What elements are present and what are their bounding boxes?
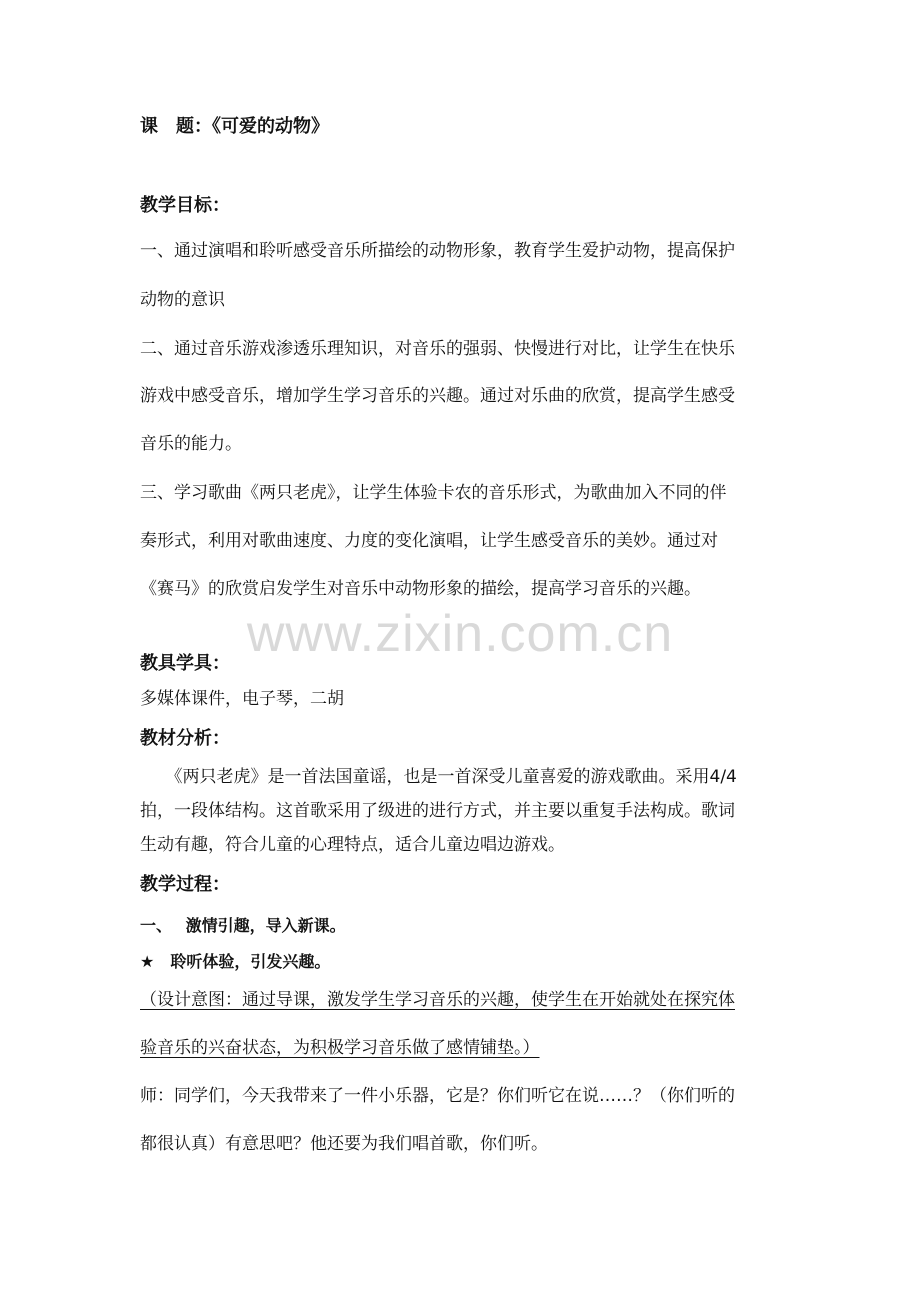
- objectives-line: 音乐的能力。: [140, 434, 242, 454]
- analysis-line: 生动有趣，符合儿童的心理特点，适合儿童边唱边游戏。: [140, 835, 565, 855]
- design-intent-line: 验音乐的兴奋状态，为积极学习音乐做了感情铺垫。）: [140, 1038, 540, 1058]
- design-intent-line: （设计意图：通过导课，激发学生学习音乐的兴趣，使学生在开始就处在探究体: [140, 990, 735, 1010]
- objectives-line: 二、通过音乐游戏渗透乐理知识，对音乐的强弱、快慢进行对比，让学生在快乐: [140, 339, 735, 359]
- lesson-title: 课 题：《可爱的动物》: [140, 116, 329, 137]
- teacher-line: 师：同学们，今天我带来了一件小乐器，它是？你们听它在说……？（你们听的: [140, 1086, 735, 1106]
- objectives-line: 动物的意识: [140, 290, 225, 310]
- analysis-line: 拍，一段体结构。这首歌采用了级进的进行方式，并主要以重复手法构成。歌词: [140, 801, 735, 821]
- objectives-line: 三、学习歌曲《两只老虎》，让学生体验卡农的音乐形式，为歌曲加入不同的伴: [140, 483, 727, 503]
- objectives-line: 《赛马》的欣赏启发学生对音乐中动物形象的描绘，提高学习音乐的兴趣。: [140, 579, 701, 599]
- watermark: www.zixin.com.cn: [246, 605, 674, 663]
- analysis-heading: 教材分析：: [140, 728, 230, 749]
- analysis-line: 《两只老虎》是一首法国童谣，也是一首深受儿童喜爱的游戏歌曲。采用4/4: [140, 767, 737, 787]
- objectives-line: 一、通过演唱和聆听感受音乐所描绘的动物形象，教育学生爱护动物，提高保护: [140, 241, 735, 261]
- objectives-line: 游戏中感受音乐，增加学生学习音乐的兴趣。通过对乐曲的欣赏，提高学生感受: [140, 386, 735, 406]
- teacher-line: 都很认真）有意思吧？他还要为我们唱首歌，你们听。: [140, 1134, 548, 1154]
- process-star-item: ★ 聆听体验，引发兴趣。: [140, 952, 331, 971]
- tools-heading: 教具学具：: [140, 653, 230, 674]
- objectives-heading: 教学目标：: [140, 195, 230, 216]
- tools-text: 多媒体课件，电子琴，二胡: [140, 689, 344, 709]
- objectives-line: 奏形式，利用对歌曲速度、力度的变化演唱，让学生感受音乐的美妙。通过对: [140, 531, 718, 551]
- process-step-one: 一、 激情引趣，导入新课。: [140, 916, 346, 935]
- process-heading: 教学过程：: [140, 874, 230, 895]
